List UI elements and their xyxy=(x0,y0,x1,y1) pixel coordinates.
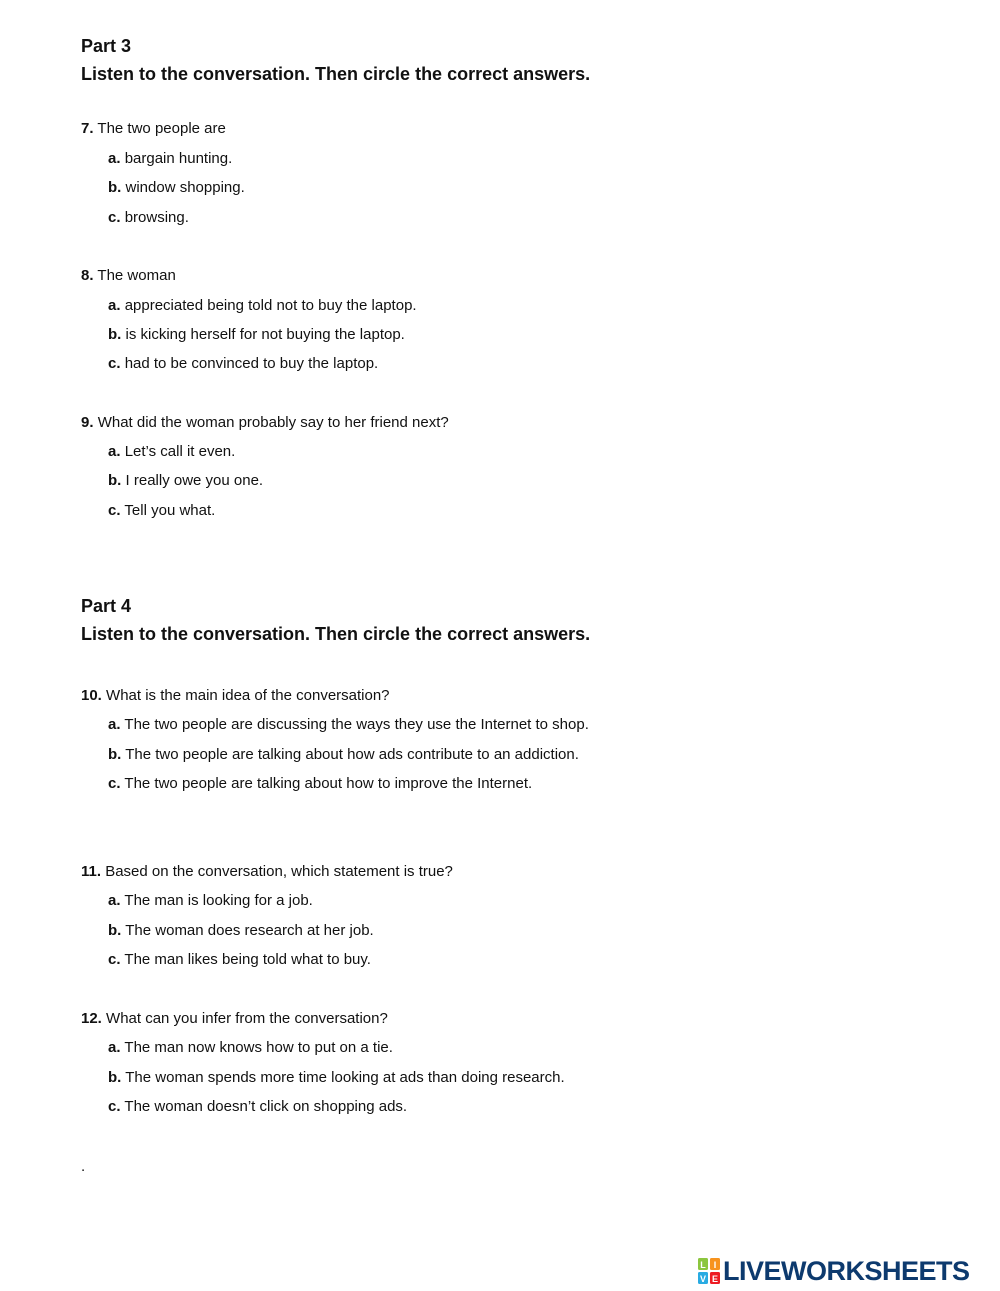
option-7c[interactable]: c. browsing. xyxy=(108,209,189,226)
option-8b[interactable]: b. is kicking herself for not buying the laptop. xyxy=(108,326,405,343)
question-number: 10. xyxy=(81,687,102,704)
logo-icon-letter: I xyxy=(713,1260,717,1270)
part-3-instruction: Listen to the conversation. Then circle the correct answers. xyxy=(81,64,591,84)
question-text: The woman xyxy=(97,267,176,284)
logo-icon-letter: E xyxy=(711,1274,719,1284)
question-number: 9. xyxy=(81,414,94,431)
option-7a[interactable]: a. bargain hunting. xyxy=(108,150,233,167)
option-7b[interactable]: b. window shopping. xyxy=(108,179,245,196)
option-11a[interactable]: a. The man is looking for a job. xyxy=(108,892,313,909)
question-text: What can you infer from the conversation? xyxy=(106,1010,388,1027)
question-text: Based on the conversation, which statement is true? xyxy=(105,863,453,880)
option-9a[interactable]: a. Let’s call it even. xyxy=(108,443,236,460)
question-number: 11. xyxy=(81,863,102,880)
option-10c[interactable]: c. The two people are talking about how to improve the Internet. xyxy=(108,775,533,792)
question-text: The two people are xyxy=(97,120,226,137)
option-10a[interactable]: a. The two people are discussing the ways they use the Internet to shop. xyxy=(108,716,589,733)
question-text: What did the woman probably say to her friend next? xyxy=(97,414,449,431)
option-11c[interactable]: c. The man likes being told what to buy. xyxy=(108,951,371,968)
option-9b[interactable]: b. I really owe you one. xyxy=(108,472,264,489)
part-4-instruction: Listen to the conversation. Then circle the correct answers. xyxy=(81,624,591,644)
option-11b[interactable]: b. The woman does research at her job. xyxy=(108,922,374,939)
liveworksheets-icon xyxy=(697,1257,721,1285)
question-number: 7. xyxy=(81,120,94,137)
logo-icon-letter: L xyxy=(700,1260,706,1270)
option-8c[interactable]: c. had to be convinced to buy the laptop. xyxy=(108,355,379,372)
logo-text: LIVEWORKSHEETS xyxy=(723,1255,970,1286)
option-10b[interactable]: b. The two people are talking about how ads contribute to an addiction. xyxy=(108,746,579,763)
part-4-title: Part 4 xyxy=(81,596,132,616)
option-12c[interactable]: c. The woman doesn’t click on shopping ads. xyxy=(108,1098,408,1115)
question-9 xyxy=(81,414,449,431)
question-10 xyxy=(81,687,390,704)
option-9c[interactable]: c. Tell you what. xyxy=(108,502,216,519)
question-number: 8. xyxy=(81,267,94,284)
question-12 xyxy=(81,1010,388,1027)
question-number: 12. xyxy=(81,1010,102,1027)
liveworksheets-logo[interactable] xyxy=(697,1255,970,1287)
part-3-title: Part 3 xyxy=(81,36,132,56)
question-8 xyxy=(81,267,176,284)
option-12a[interactable]: a. The man now knows how to put on a tie. xyxy=(108,1039,393,1056)
question-text: What is the main idea of the conversation? xyxy=(106,687,390,704)
logo-icon-letter: V xyxy=(699,1274,707,1284)
option-8a[interactable]: a. appreciated being told not to buy the laptop. xyxy=(108,297,417,314)
option-12b[interactable]: b. The woman spends more time looking at ads than doing research. xyxy=(108,1069,565,1086)
question-11 xyxy=(81,863,453,880)
question-7 xyxy=(81,120,226,137)
trailing-period: . xyxy=(81,1158,86,1175)
